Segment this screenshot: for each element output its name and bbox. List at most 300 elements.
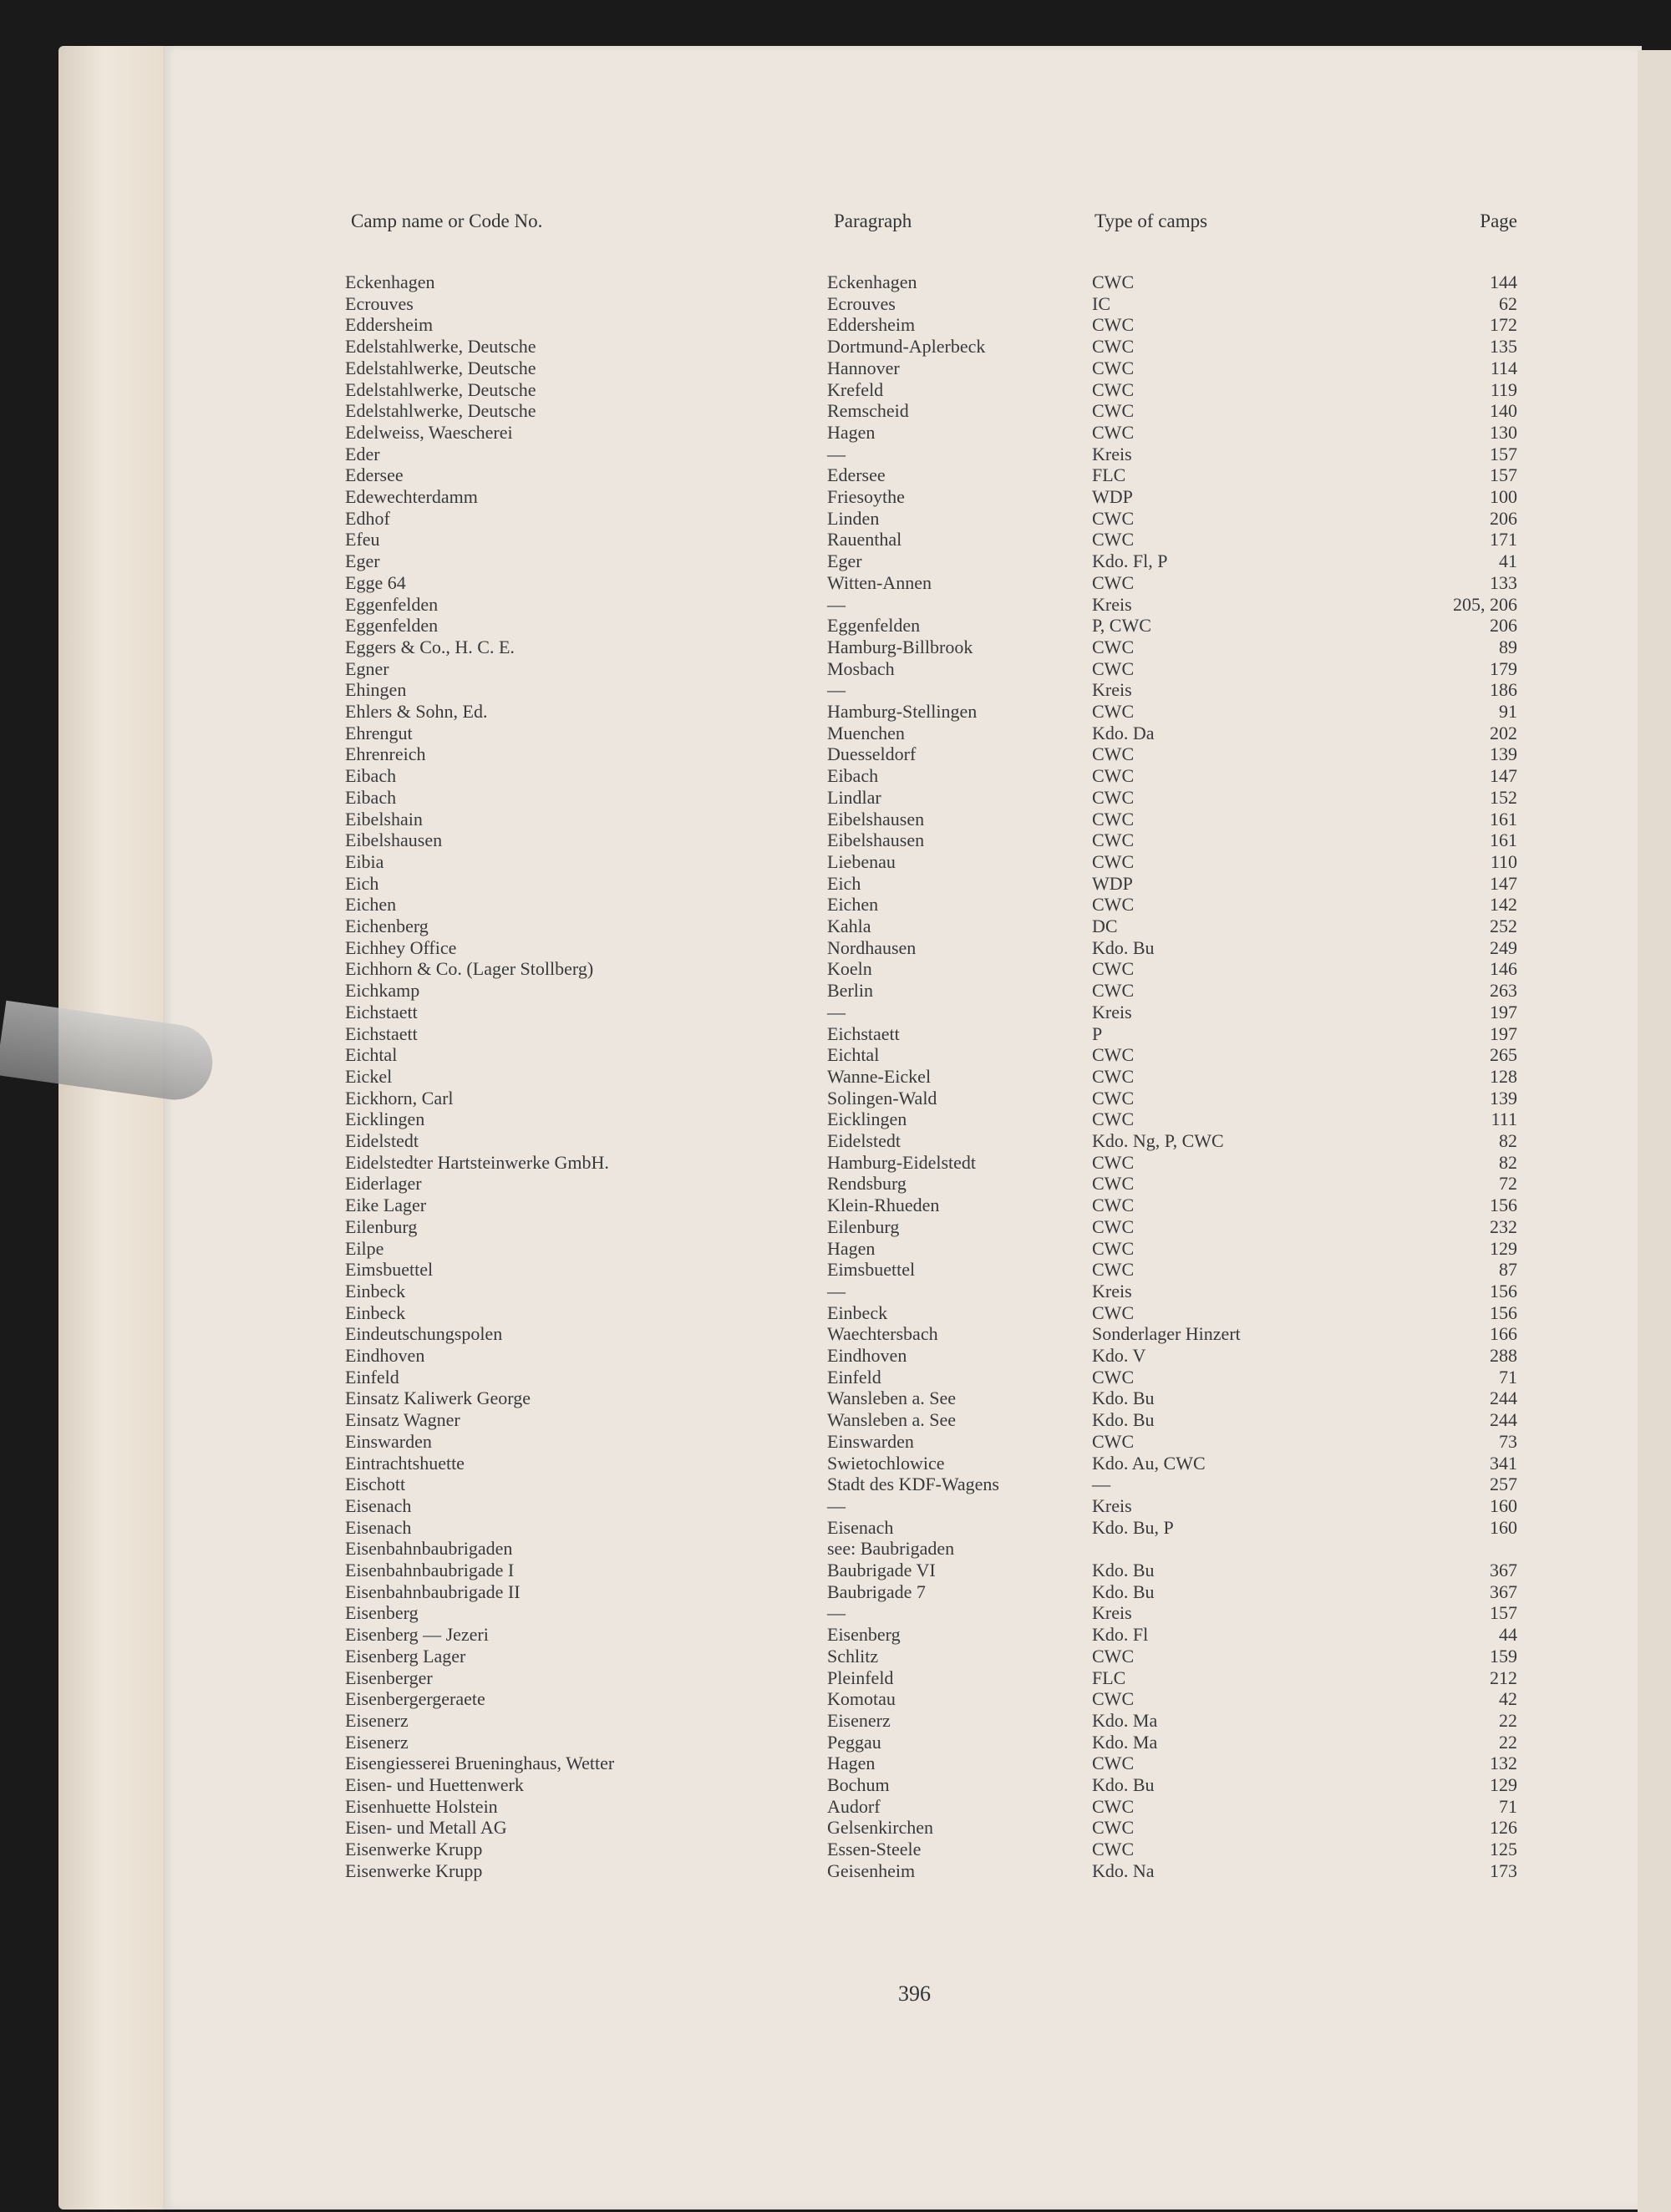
page-cell: 82: [1499, 1130, 1517, 1151]
page-cell: 62: [1499, 292, 1517, 314]
page-number: 396: [898, 1981, 931, 2006]
camp-type-cell: CWC: [1092, 1645, 1135, 1667]
table-row: [0, 1388, 1671, 1409]
paragraph-cell: Eisenberg: [827, 1624, 901, 1646]
paragraph-cell: Audorf: [827, 1795, 881, 1817]
page-cell: 161: [1490, 830, 1517, 851]
camp-name-cell: Ehrenreich: [345, 743, 426, 765]
paragraph-cell: Geisenheim: [827, 1859, 916, 1881]
camp-name-cell: Edewechterdamm: [345, 486, 478, 507]
table-row: [0, 916, 1671, 937]
paragraph-cell: Swietochlowice: [827, 1452, 945, 1474]
paragraph-cell: Waechtersbach: [827, 1323, 938, 1345]
paragraph-cell: Berlin: [827, 980, 873, 1002]
camp-type-cell: Kreis: [1092, 593, 1132, 615]
camp-type-cell: Kdo. Bu: [1092, 1388, 1155, 1409]
camp-type-cell: CWC: [1092, 1044, 1135, 1066]
paragraph-cell: Einswarden: [827, 1430, 914, 1452]
paragraph-cell: Eisenach: [827, 1516, 894, 1538]
camp-name-cell: Eisenhuette Holstein: [345, 1795, 498, 1817]
camp-name-cell: Eisenwerke Krupp: [345, 1839, 483, 1860]
camp-name-cell: Eisenberg: [345, 1602, 419, 1624]
page-cell: 139: [1490, 1087, 1517, 1109]
paragraph-cell: Klein-Rhueden: [827, 1195, 940, 1216]
paragraph-cell: Muenchen: [827, 722, 905, 743]
camp-type-cell: WDP: [1092, 872, 1133, 894]
page-cell: 157: [1490, 464, 1517, 486]
page-cell: 172: [1490, 314, 1517, 336]
table-row: [0, 400, 1671, 422]
camp-name-cell: Einsatz Kaliwerk George: [345, 1388, 531, 1409]
paragraph-cell: see: Baubrigaden: [827, 1538, 955, 1560]
camp-name-cell: Eichenberg: [345, 916, 429, 936]
table-row: [0, 615, 1671, 637]
paragraph-cell: Nordhausen: [827, 936, 917, 958]
camp-type-cell: Kdo. V: [1092, 1345, 1146, 1366]
table-row: [0, 1602, 1671, 1624]
paragraph-cell: Einfeld: [827, 1366, 881, 1388]
page-cell: 288: [1490, 1345, 1517, 1366]
page-cell: 119: [1490, 378, 1517, 400]
table-row: [0, 1088, 1671, 1109]
paragraph-cell: Komotau: [827, 1688, 896, 1710]
paragraph-cell: Eddersheim: [827, 314, 916, 336]
paragraph-cell: Hamburg-Billbrook: [827, 636, 973, 657]
table-row: [0, 1474, 1671, 1495]
table-row: [0, 1774, 1671, 1796]
camp-type-cell: CWC: [1092, 1087, 1135, 1109]
table-row: [0, 1323, 1671, 1345]
page-cell: 156: [1490, 1280, 1517, 1301]
camp-name-cell: Einbeck: [345, 1280, 406, 1301]
camp-type-cell: Sonderlager Hinzert: [1092, 1323, 1241, 1345]
paragraph-cell: Eibelshausen: [827, 808, 925, 830]
camp-name-cell: Eichhey Office: [345, 936, 457, 958]
camp-name-cell: Eggenfelden: [345, 593, 439, 615]
paragraph-cell: Eibach: [827, 765, 879, 787]
table-row: [0, 743, 1671, 765]
page-cell: 87: [1499, 1259, 1517, 1281]
camp-name-cell: Eichhorn & Co. (Lager Stollberg): [345, 958, 594, 980]
page-cell: 126: [1490, 1817, 1517, 1839]
page-cell: 265: [1490, 1044, 1517, 1066]
camp-name-cell: Eddersheim: [345, 314, 434, 336]
table-row: [0, 958, 1671, 980]
table-row: [0, 1646, 1671, 1667]
table-row: [0, 572, 1671, 594]
camp-name-cell: Eisengiesserei Brueninghaus, Wetter: [345, 1753, 615, 1774]
page-cell: 44: [1499, 1624, 1517, 1646]
paragraph-cell: Eilenburg: [827, 1215, 900, 1237]
camp-name-cell: Eickel: [345, 1065, 393, 1087]
camp-name-cell: Eindhoven: [345, 1345, 425, 1366]
camp-type-cell: CWC: [1092, 507, 1135, 529]
camp-type-cell: CWC: [1092, 314, 1135, 336]
paragraph-cell: Solingen-Wald: [827, 1087, 937, 1109]
camp-type-cell: CWC: [1092, 1817, 1135, 1839]
paragraph-cell: —: [827, 679, 846, 701]
page-cell: 133: [1490, 571, 1517, 593]
camp-type-cell: Kreis: [1092, 443, 1132, 464]
camp-type-cell: CWC: [1092, 850, 1135, 872]
camp-type-cell: CWC: [1092, 980, 1135, 1002]
page-cell: 367: [1490, 1560, 1517, 1580]
paragraph-cell: Dortmund-Aplerbeck: [827, 336, 986, 358]
page-cell: 89: [1499, 636, 1517, 657]
page-cell: 205, 206: [1453, 593, 1517, 615]
paragraph-cell: Duesseldorf: [827, 743, 917, 765]
table-row: [0, 1367, 1671, 1388]
table-row: [0, 1431, 1671, 1453]
camp-type-cell: DC: [1092, 916, 1118, 936]
table-row: [0, 1259, 1671, 1281]
camp-name-cell: Eich: [345, 872, 379, 894]
table-row: [0, 679, 1671, 701]
page-cell: 146: [1490, 958, 1517, 980]
table-row: [0, 723, 1671, 744]
page-cell: 130: [1490, 421, 1517, 443]
camp-type-cell: Kdo. Bu: [1092, 1580, 1155, 1602]
table-row: [0, 765, 1671, 787]
header-camp-name: Camp name or Code No.: [351, 211, 543, 231]
camp-type-cell: CWC: [1092, 743, 1135, 765]
page-cell: 341: [1490, 1452, 1517, 1474]
camp-type-cell: CWC: [1092, 1151, 1135, 1173]
table-row: [0, 1216, 1671, 1238]
camp-name-cell: Einsatz Wagner: [345, 1409, 460, 1431]
paragraph-cell: Hagen: [827, 421, 876, 443]
camp-name-cell: Eibach: [345, 765, 397, 787]
camp-type-cell: CWC: [1092, 808, 1135, 830]
paragraph-cell: Eichstaett: [827, 1022, 900, 1044]
camp-name-cell: Eibach: [345, 786, 397, 808]
table-row: [0, 1130, 1671, 1152]
page-cell: 161: [1490, 808, 1517, 830]
page-cell: 171: [1490, 529, 1517, 550]
paragraph-cell: Eibelshausen: [827, 830, 925, 851]
camp-name-cell: Edelstahlwerke, Deutsche: [345, 357, 536, 378]
table-row: [0, 1345, 1671, 1367]
table-row: [0, 1023, 1671, 1045]
page-cell: 41: [1499, 550, 1517, 572]
paragraph-cell: Stadt des KDF-Wagens: [827, 1474, 999, 1495]
page-cell: 111: [1491, 1109, 1517, 1130]
table-row: [0, 1409, 1671, 1431]
camp-name-cell: Eindeutschungspolen: [345, 1323, 503, 1345]
paragraph-cell: Hamburg-Eidelstedt: [827, 1151, 976, 1173]
camp-type-cell: Kdo. Fl, P: [1092, 550, 1168, 572]
table-row: [0, 550, 1671, 572]
paragraph-cell: Friesoythe: [827, 486, 905, 507]
paragraph-cell: Eggenfelden: [827, 615, 921, 637]
table-row: [0, 1688, 1671, 1710]
camp-name-cell: Edelweiss, Waescherei: [345, 421, 513, 443]
page-cell: 135: [1490, 336, 1517, 358]
camp-name-cell: Efeu: [345, 529, 380, 550]
paragraph-cell: Eichtal: [827, 1044, 880, 1066]
table-row: [0, 1152, 1671, 1174]
page-cell: 157: [1490, 1602, 1517, 1624]
paragraph-cell: Hamburg-Stellingen: [827, 701, 978, 722]
camp-name-cell: Eckenhagen: [345, 271, 435, 292]
camp-type-cell: CWC: [1092, 1237, 1135, 1259]
page-cell: 147: [1490, 765, 1517, 787]
page-cell: 160: [1490, 1494, 1517, 1516]
table-row: [0, 658, 1671, 680]
page-cell: 252: [1490, 916, 1517, 936]
camp-type-cell: Kdo. Bu: [1092, 936, 1155, 958]
camp-name-cell: Eisenach: [345, 1494, 412, 1516]
camp-type-cell: CWC: [1092, 1195, 1135, 1216]
camp-name-cell: Eichen: [345, 894, 397, 916]
camp-name-cell: Eickhorn, Carl: [345, 1087, 454, 1109]
page-cell: 197: [1490, 1022, 1517, 1044]
page-cell: 156: [1490, 1301, 1517, 1323]
camp-name-cell: Eder: [345, 443, 380, 464]
paragraph-cell: Wansleben a. See: [827, 1388, 956, 1409]
header-type-of-camps: Type of camps: [1095, 211, 1208, 231]
camp-type-cell: Kreis: [1092, 679, 1132, 701]
camp-name-cell: Eisenberger: [345, 1667, 433, 1688]
camp-name-cell: Eischott: [345, 1474, 406, 1495]
camp-name-cell: Eisenbahnbaubrigade I: [345, 1560, 515, 1580]
table-row: [0, 851, 1671, 873]
camp-name-cell: Ecrouves: [345, 292, 414, 314]
camp-type-cell: Kdo. Bu: [1092, 1409, 1155, 1431]
camp-type-cell: CWC: [1092, 958, 1135, 980]
camp-name-cell: Edhof: [345, 507, 390, 529]
page-cell: 129: [1490, 1237, 1517, 1259]
table-row: [0, 701, 1671, 723]
table-row: [0, 1066, 1671, 1088]
camp-type-cell: Kdo. Ng, P, CWC: [1092, 1130, 1224, 1151]
camp-name-cell: Eisenerz: [345, 1709, 409, 1731]
camp-name-cell: Edelstahlwerke, Deutsche: [345, 378, 536, 400]
camp-type-cell: CWC: [1092, 657, 1135, 679]
paragraph-cell: Eisenerz: [827, 1709, 891, 1731]
page-cell: 110: [1490, 850, 1517, 872]
paragraph-cell: Kahla: [827, 916, 871, 936]
paragraph-cell: Eidelstedt: [827, 1130, 901, 1151]
table-row: [0, 787, 1671, 809]
table-row: [0, 508, 1671, 530]
page-cell: 232: [1490, 1215, 1517, 1237]
table-row: [0, 873, 1671, 895]
page-cell: 71: [1499, 1366, 1517, 1388]
page-cell: 91: [1499, 701, 1517, 722]
table-row: [0, 1238, 1671, 1260]
table-row: [0, 980, 1671, 1002]
camp-type-cell: CWC: [1092, 786, 1135, 808]
paragraph-cell: Edersee: [827, 464, 886, 486]
paragraph-cell: Peggau: [827, 1731, 881, 1753]
camp-name-cell: Eibelshain: [345, 808, 423, 830]
camp-name-cell: Egner: [345, 657, 389, 679]
page-cell: 125: [1490, 1839, 1517, 1860]
camp-name-cell: Eisen- und Huettenwerk: [345, 1774, 524, 1795]
page-cell: 179: [1490, 657, 1517, 679]
paragraph-cell: Eichen: [827, 894, 879, 916]
camp-name-cell: Eintrachtshuette: [345, 1452, 465, 1474]
table-row: [0, 1453, 1671, 1474]
paragraph-cell: Lindlar: [827, 786, 881, 808]
paragraph-cell: Eger: [827, 550, 862, 572]
camp-name-cell: Eisenach: [345, 1516, 412, 1538]
paragraph-cell: Wanne-Eickel: [827, 1065, 932, 1087]
paragraph-cell: Bochum: [827, 1774, 890, 1795]
table-row: [0, 379, 1671, 401]
camp-type-cell: CWC: [1092, 1173, 1135, 1195]
table-row: [0, 1044, 1671, 1066]
paragraph-cell: Hagen: [827, 1237, 876, 1259]
camp-type-cell: Kdo. Bu, P: [1092, 1516, 1174, 1538]
paragraph-cell: Eich: [827, 872, 861, 894]
camp-name-cell: Eidelstedt: [345, 1130, 419, 1151]
camp-type-cell: CWC: [1092, 1795, 1135, 1817]
camp-name-cell: Eibia: [345, 850, 384, 872]
paragraph-cell: Wansleben a. See: [827, 1409, 956, 1431]
page-cell: 249: [1490, 936, 1517, 958]
paragraph-cell: —: [827, 1602, 846, 1624]
camp-type-cell: Kdo. Da: [1092, 722, 1155, 743]
camp-name-cell: Eichtal: [345, 1044, 398, 1066]
page-cell: 156: [1490, 1195, 1517, 1216]
table-row: [0, 422, 1671, 444]
table-row: [0, 1560, 1671, 1581]
camp-name-cell: Edelstahlwerke, Deutsche: [345, 336, 536, 358]
page-cell: 114: [1490, 357, 1517, 378]
table-row: [0, 937, 1671, 959]
page-cell: 147: [1490, 872, 1517, 894]
camp-name-cell: Eggers & Co., H. C. E.: [345, 636, 515, 657]
page-cell: 22: [1499, 1731, 1517, 1753]
paragraph-cell: Eckenhagen: [827, 271, 917, 292]
paragraph-cell: Hannover: [827, 357, 900, 378]
page-cell: 144: [1490, 271, 1517, 292]
page-cell: 367: [1490, 1580, 1517, 1602]
page-cell: 244: [1490, 1388, 1517, 1409]
camp-type-cell: FLC: [1092, 464, 1126, 486]
page-cell: 129: [1490, 1774, 1517, 1795]
camp-name-cell: Edersee: [345, 464, 404, 486]
camp-name-cell: Eisenwerke Krupp: [345, 1859, 483, 1881]
page-cell: 42: [1499, 1688, 1517, 1710]
page-cell: 159: [1490, 1645, 1517, 1667]
paragraph-cell: Koeln: [827, 958, 872, 980]
table-row: [0, 1195, 1671, 1216]
camp-type-cell: CWC: [1092, 1301, 1135, 1323]
paragraph-cell: —: [827, 1001, 846, 1022]
paragraph-cell: Linden: [827, 507, 880, 529]
table-row: [0, 894, 1671, 916]
camp-name-cell: Eisen- und Metall AG: [345, 1817, 507, 1839]
camp-type-cell: CWC: [1092, 1688, 1135, 1710]
paragraph-cell: Schlitz: [827, 1645, 879, 1667]
page-cell: 186: [1490, 679, 1517, 701]
page-cell: 128: [1490, 1065, 1517, 1087]
camp-type-cell: Kreis: [1092, 1280, 1132, 1301]
table-row: [0, 1839, 1671, 1860]
camp-name-cell: Einswarden: [345, 1430, 432, 1452]
table-row: [0, 1302, 1671, 1324]
table-row: [0, 1796, 1671, 1818]
page-cell: 202: [1490, 722, 1517, 743]
table-row: [0, 1495, 1671, 1517]
camp-name-cell: Eisenberg Lager: [345, 1645, 466, 1667]
camp-name-cell: Eger: [345, 550, 380, 572]
table-row: [0, 1753, 1671, 1774]
page-cell: 197: [1490, 1001, 1517, 1022]
paragraph-cell: Essen-Steele: [827, 1839, 922, 1860]
camp-type-cell: Kdo. Ma: [1092, 1709, 1158, 1731]
table-row: [0, 293, 1671, 315]
camp-type-cell: CWC: [1092, 765, 1135, 787]
table-row: [0, 1732, 1671, 1753]
camp-type-cell: Kdo. Bu: [1092, 1774, 1155, 1795]
camp-type-cell: CWC: [1092, 378, 1135, 400]
table-row: [0, 314, 1671, 336]
paragraph-cell: Eimsbuettel: [827, 1259, 916, 1281]
page-cell: 206: [1490, 615, 1517, 637]
camp-type-cell: Kreis: [1092, 1494, 1132, 1516]
camp-type-cell: IC: [1092, 292, 1110, 314]
camp-name-cell: Ehingen: [345, 679, 407, 701]
table-row: [0, 336, 1671, 358]
paragraph-cell: Rauenthal: [827, 529, 902, 550]
table-row: [0, 1581, 1671, 1603]
camp-type-cell: P: [1092, 1022, 1103, 1044]
page-cell: 157: [1490, 443, 1517, 464]
camp-type-cell: Kdo. Na: [1092, 1859, 1155, 1881]
paragraph-cell: Witten-Annen: [827, 571, 932, 593]
paragraph-cell: —: [827, 593, 846, 615]
camp-name-cell: Eisenbahnbaubrigade II: [345, 1580, 521, 1602]
camp-type-cell: CWC: [1092, 529, 1135, 550]
table-row: [0, 637, 1671, 658]
camp-type-cell: Kreis: [1092, 1001, 1132, 1022]
camp-type-cell: CWC: [1092, 357, 1135, 378]
table-row: [0, 1860, 1671, 1882]
table-row: [0, 1817, 1671, 1839]
paragraph-cell: Baubrigade VI: [827, 1560, 936, 1580]
camp-type-cell: CWC: [1092, 571, 1135, 593]
camp-name-cell: Egge 64: [345, 571, 406, 593]
camp-type-cell: CWC: [1092, 1839, 1135, 1860]
table-row: [0, 486, 1671, 508]
camp-type-cell: CWC: [1092, 400, 1135, 422]
camp-type-cell: Kreis: [1092, 1602, 1132, 1624]
camp-type-cell: Kdo. Au, CWC: [1092, 1452, 1206, 1474]
paragraph-cell: Eicklingen: [827, 1109, 907, 1130]
table-row: [0, 1517, 1671, 1539]
page-cell: 71: [1499, 1795, 1517, 1817]
page-cell: 206: [1490, 507, 1517, 529]
paragraph-cell: —: [827, 1494, 846, 1516]
table-row: [0, 1109, 1671, 1130]
camp-name-cell: Ehlers & Sohn, Ed.: [345, 701, 488, 722]
paragraph-cell: —: [827, 443, 846, 464]
page-cell: 139: [1490, 743, 1517, 765]
paragraph-cell: Pleinfeld: [827, 1667, 894, 1688]
table-row: [0, 1624, 1671, 1646]
camp-type-cell: Kdo. Fl: [1092, 1624, 1149, 1646]
table-row: [0, 594, 1671, 616]
camp-name-cell: Eidelstedter Hartsteinwerke GmbH.: [345, 1151, 609, 1173]
header-paragraph: Paragraph: [834, 211, 912, 231]
camp-name-cell: Eichstaett: [345, 1001, 418, 1022]
camp-type-cell: CWC: [1092, 271, 1135, 292]
table-row: [0, 830, 1671, 851]
